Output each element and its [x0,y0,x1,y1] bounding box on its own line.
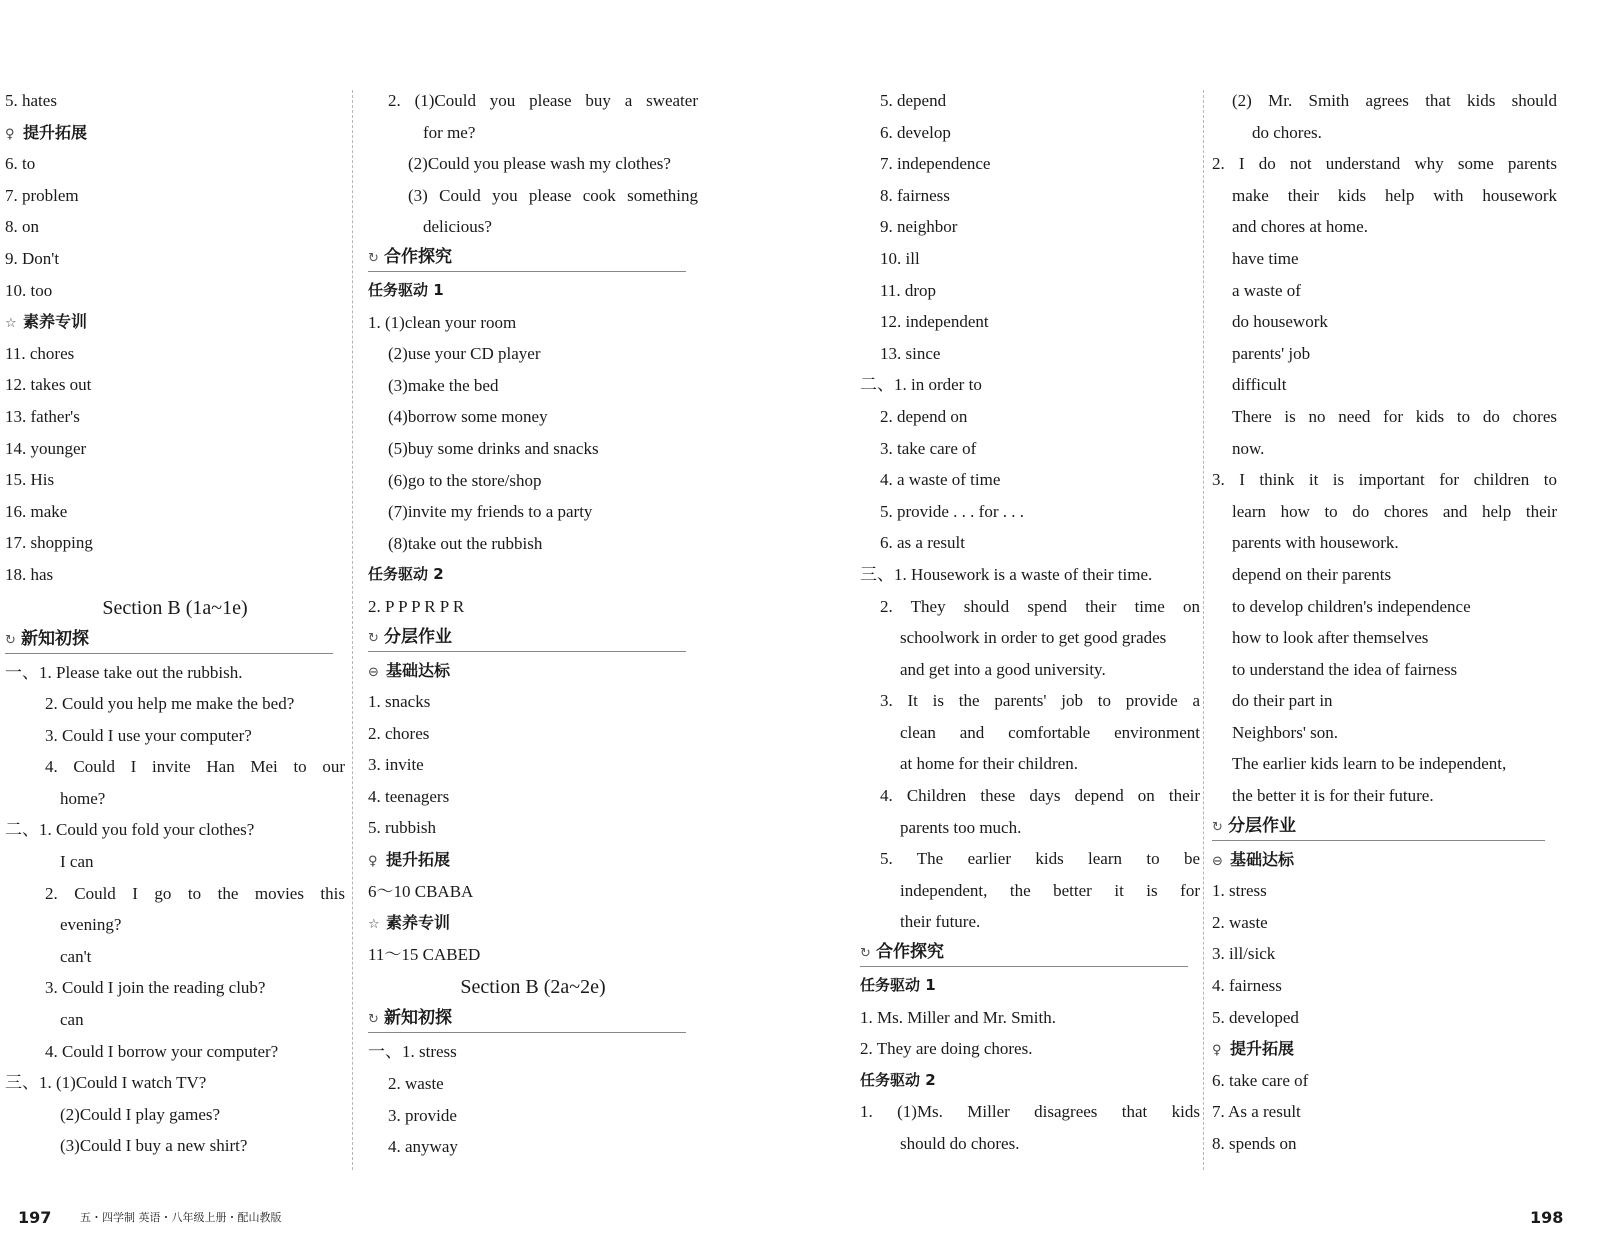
answer-line: should do chores. [900,1134,1020,1153]
answer-line: 9. neighbor [880,217,958,237]
page-number-right: 198 [1530,1208,1564,1227]
section-title: Section B (2a~2e) [460,976,606,999]
answer-line: 6. as a result [880,533,965,553]
answer-line: make their kids help with housework [1232,185,1557,205]
answer-line: do chores. [1252,122,1322,142]
answer-line: 8. spends on [1212,1134,1297,1153]
answer-line: have time [1232,248,1299,268]
heading-text: 分层作业 [384,626,452,647]
lock-icon: ⊖ [1212,853,1223,869]
section-heading [368,243,686,272]
sub-heading [368,655,698,687]
answer-line: 3. invite [368,755,424,775]
answer-line: parents' job [1232,343,1311,363]
answer-line: 6. develop [880,122,951,142]
section-heading [368,1004,686,1033]
answer-line: 4. a waste of time [880,470,1001,490]
answer-line: 2. They are doing chores. [860,1039,1033,1059]
lightbulb-icon: ♀ [368,854,378,870]
answer-line: (3)Could I buy a new shirt? [60,1136,248,1156]
task-heading: 任务驱动 1 [368,280,444,299]
answer-column-1 [5,85,345,1162]
answer-line: parents with housework. [1232,533,1399,553]
answer-line: 5. rubbish [368,818,436,838]
answer-line: 2. Could I go to the movies this [45,883,345,903]
answer-line: 11. drop [880,280,937,300]
answer-line: Neighbors' son. [1232,722,1339,742]
answer-line: (2)use your CD player [388,344,541,364]
column-divider [352,90,353,1170]
answer-line: can [60,1010,84,1030]
answer-line: 5. depend [880,91,947,110]
answer-line: clean and comfortable environment [900,722,1200,742]
answer-line: 6～10 CBABA [368,881,474,901]
lock-icon: ⊖ [368,664,379,680]
answer-line: learn how to do chores and help their [1232,501,1557,521]
answer-line: 4. Could I invite Han Mei to our [45,757,345,777]
heading-text: 基础达标 [1230,849,1295,869]
sub-heading [1212,844,1557,876]
section-heading [5,625,333,654]
heading-text: 素养专训 [23,312,88,332]
answer-line: 2. waste [388,1074,444,1094]
answer-line: 5. hates [5,91,57,110]
answer-line: 7. independence [880,154,991,174]
answer-line: 一、1. stress [368,1042,457,1062]
answer-line: to develop children's independence [1232,596,1471,616]
answer-line: can't [60,946,92,966]
answer-line: do their part in [1232,691,1333,711]
answer-line: (8)take out the rubbish [388,533,543,553]
answer-line: 1. (1)Ms. Miller disagrees that kids [860,1102,1200,1122]
answer-line: 2. chores [368,723,430,743]
answer-line: 2. I do not understand why some parents [1212,154,1557,174]
answer-line: 18. has [5,564,54,584]
lightbulb-icon: ♀ [1212,1043,1222,1059]
lightbulb-icon: ♀ [5,126,15,142]
answer-line: 10. too [5,280,53,300]
answer-column-4 [1212,85,1557,1160]
answer-line: 6. take care of [1212,1070,1309,1090]
heading-text: 新知初探 [21,628,89,649]
answer-line: 5. The earlier kids learn to be [880,849,1200,869]
answer-line: 3. Could I join the reading club? [45,978,266,998]
answer-line: at home for their children. [900,754,1078,774]
answer-line: 4. anyway [388,1137,458,1157]
sub-heading [5,306,345,338]
answer-line: (6)go to the store/shop [388,470,542,490]
answer-line: 5. provide . . . for . . . [880,501,1025,521]
answer-line: 13. since [880,343,941,363]
heading-text: 提升拓展 [1230,1039,1295,1059]
section-heading [368,623,686,652]
heading-text: 提升拓展 [386,850,451,870]
answer-column-2 [368,85,698,1163]
answer-line: 5. developed [1212,1007,1299,1027]
answer-line: 4. teenagers [368,786,450,806]
answer-column-3 [860,85,1200,1160]
task-heading: 任务驱动 1 [860,976,936,995]
arrow-icon: ↻ [368,250,379,266]
answer-line: 16. make [5,501,68,521]
answer-line: 2. Could you help me make the bed? [45,694,295,714]
answer-line: their future. [900,912,981,932]
answer-line: 13. father's [5,406,80,426]
answer-line: the better it is for their future. [1232,786,1434,806]
answer-line: 11～15 CABED [368,944,481,964]
task-heading: 任务驱动 2 [368,565,444,584]
answer-line: independent, the better it is for [900,880,1200,900]
answer-line: parents too much. [900,817,1022,837]
answer-line: The earlier kids learn to be independent, [1232,754,1507,774]
answer-line: 3. provide [388,1105,457,1125]
heading-text: 新知初探 [384,1008,452,1029]
answer-line: difficult [1232,375,1287,395]
answer-line: 3. I think it is important for children to [1212,470,1557,490]
answer-line: 三、1. (1)Could I watch TV? [5,1073,207,1093]
sub-heading [368,844,698,876]
heading-text: 合作探究 [876,942,944,963]
answer-line: do housework [1232,312,1328,332]
answer-line: (3) Could you please cook something [408,185,698,205]
sub-heading [368,907,698,939]
answer-line: 二、1. in order to [860,375,982,395]
answer-line: for me? [423,122,476,142]
answer-line: depend on their parents [1232,564,1392,584]
answer-line: and get into a good university. [900,659,1106,679]
section-title: Section B (1a~1e) [102,596,248,619]
answer-line: (2)Could I play games? [60,1104,221,1124]
answer-line: and chores at home. [1232,217,1368,237]
section-heading [860,938,1188,967]
answer-line: 二、1. Could you fold your clothes? [5,820,255,840]
arrow-icon: ↻ [368,1012,379,1028]
answer-line: how to look after themselves [1232,628,1429,648]
answer-line: (3)make the bed [388,375,499,395]
answer-line: 3. Could I use your computer? [45,725,252,745]
column-divider [1203,90,1204,1170]
sub-heading [5,117,345,149]
section-heading [1212,812,1545,841]
page-number-left: 197 [18,1208,52,1227]
answer-line: 8. on [5,217,39,237]
answer-line: 6. to [5,154,36,174]
heading-text: 分层作业 [1228,815,1296,836]
answer-line: I can [60,852,94,872]
answer-line: (4)borrow some money [388,407,548,427]
arrow-icon: ↻ [1212,819,1223,835]
answer-line: 8. fairness [880,185,950,205]
answer-line: 3. take care of [880,438,977,458]
answer-line: (7)invite my friends to a party [388,502,593,522]
answer-line: to understand the idea of fairness [1232,659,1458,679]
heading-text: 提升拓展 [23,122,88,142]
answer-line: 15. His [5,470,55,490]
answer-line: 2. depend on [880,406,968,426]
answer-line: now. [1232,438,1265,458]
answer-line: 2. They should spend their time on [880,596,1200,616]
answer-line: 3. It is the parents' job to provide a [880,691,1200,711]
heading-text: 基础达标 [386,660,451,680]
answer-line: 4. Could I borrow your computer? [45,1041,279,1061]
answer-line: 12. independent [880,312,989,332]
answer-line: 12. takes out [5,375,92,395]
answer-line: 11. chores [5,343,75,363]
answer-line: delicious? [423,217,492,237]
answer-line: 9. Don't [5,248,60,268]
answer-line: 1. Ms. Miller and Mr. Smith. [860,1007,1056,1027]
star-icon: ☆ [368,917,380,933]
answer-line: 2. P P P R P R [368,596,465,616]
answer-line: There is no need for kids to do chores [1232,406,1557,426]
sub-heading [1212,1033,1557,1065]
arrow-icon: ↻ [860,946,871,962]
answer-line: 1. snacks [368,692,431,712]
answer-line: 2. (1)Could you please buy a sweater [388,91,698,110]
answer-line: 17. shopping [5,533,93,553]
answer-line: schoolwork in order to get good grades [900,628,1167,648]
answer-line: 3. ill/sick [1212,944,1276,964]
answer-line: 7. problem [5,185,79,205]
heading-text: 合作探究 [384,246,452,267]
answer-line: (5)buy some drinks and snacks [388,438,599,458]
arrow-icon: ↻ [5,632,16,648]
answer-line: 一、1. Please take out the rubbish. [5,662,243,682]
answer-line: (2)Could you please wash my clothes? [408,154,671,174]
answer-line: (2) Mr. Smith agrees that kids should [1232,91,1557,110]
answer-line: 10. ill [880,248,920,268]
answer-line: a waste of [1232,280,1301,300]
answer-line: 7. As a result [1212,1102,1301,1122]
answer-line: 三、1. Housework is a waste of their time. [860,564,1153,584]
arrow-icon: ↻ [368,630,379,646]
star-icon: ☆ [5,316,17,332]
answer-line: 2. waste [1212,912,1268,932]
answer-line: home? [60,788,106,808]
answer-line: 4. Children these days depend on their [880,786,1200,806]
answer-line: evening? [60,915,122,935]
answer-line: 4. fairness [1212,976,1282,996]
answer-line: 1. (1)clean your room [368,312,517,332]
answer-line: 14. younger [5,438,87,458]
heading-text: 素养专训 [386,913,451,933]
book-info: 五・四学制 英语・八年级上册・配山教版 [80,1211,282,1224]
answer-line: 1. stress [1212,881,1267,901]
task-heading: 任务驱动 2 [860,1070,936,1089]
